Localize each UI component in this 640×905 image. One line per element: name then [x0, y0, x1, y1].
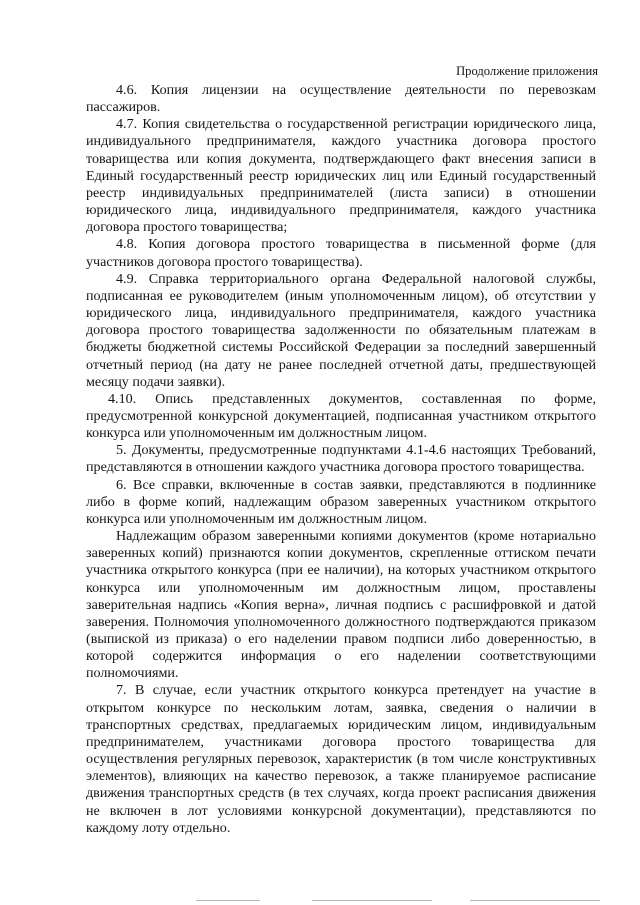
scan-edge-mark: [470, 900, 600, 901]
paragraph-7: 7. В случае, если участник открытого конкурса претендует на участие в открытом конкурсе по нескольким лотам, заявка, сведения о наличии в транспортных средствах, предлагаемых юридическим лицом, индивидуальным предпринимателем, участниками договора простого товарищества для осуществления регулярных перевозок, характеристик (в том числе конструктивных элементов), влияющих на качество перевозок, а также планируемое расписание движения транспортных средств (в тех случаях, когда проект расписания движения не включен в лот условиями конкурсной документации), представляются по каждому лоту отдельно.: [86, 682, 596, 836]
scan-edge-mark: [196, 900, 260, 901]
document-body: [86, 82, 596, 837]
paragraph-6: 6. Все справки, включенные в состав заявки, представляются в подлиннике либо в форме копий, надлежащим образом заверенных участником открытого конкурса или уполномоченным им должностным лицом.: [86, 476, 596, 527]
paragraph-4-6: 4.6. Копия лицензии на осуществление деятельности по перевозкам пассажиров.: [86, 82, 596, 116]
scan-edge-mark: [312, 900, 432, 901]
paragraph-4-9: 4.9. Справка территориального органа Федеральной налоговой службы, подписанная ее руководителем (иным уполномоченным лицом), об отсутствии у юридического лица, индивидуального предпринимателя, каждого участника договора простого товарищества задолженности по обязательным платежам в бюджеты бюджетной системы Российской Федерации за последний завершенный отчетный период (на дату не ранее последней отчетной даты, предшествующей месяцу подачи заявки).: [86, 270, 596, 390]
paragraph-4-10: 4.10. Опись представленных документов, составленная по форме, предусмотренной конкурсной документацией, подписанная участником открытого конкурса или уполномоченным им должностным лицом.: [86, 390, 596, 442]
paragraph-5: 5. Документы, предусмотренные подпунктами 4.1-4.6 настоящих Требований, представляются в отношении каждого участника договора простого товарищества.: [86, 442, 596, 476]
paragraph-4-8: 4.8. Копия договора простого товарищества в письменной форме (для участников договора простого товарищества).: [86, 236, 596, 270]
running-header: Продолжение приложения: [456, 64, 598, 78]
paragraph-4-7: 4.7. Копия свидетельства о государственной регистрации юридического лица, индивидуального предпринимателя, каждого участника договора простого товарищества или копия документа, подтверждающего факт внесения записи в Единый государственный реестр юридических лиц или Единый государственный реестр индивидуальных предпринимателей (листа записи) в отношении юридического лица, индивидуального предпринимателя, каждого участника договора простого товарищества;: [86, 116, 596, 236]
paragraph-certified-copies: Надлежащим образом заверенными копиями документов (кроме нотариально заверенных копий) признаются копии документов, скрепленные оттиском печати участника открытого конкурса (при ее наличии), на которых участником открытого конкурса или уполномоченным им должностным лицом, проставлены заверительная надпись «Копия верна», личная подпись с расшифровкой и датой заверения. Полномочия уполномоченного должностного подтверждаются приказом (выпиской из приказа) о его наделении правом подписи либо доверенностью, в которой содержится информация о его наделении соответствующими полномочиями.: [86, 528, 596, 682]
